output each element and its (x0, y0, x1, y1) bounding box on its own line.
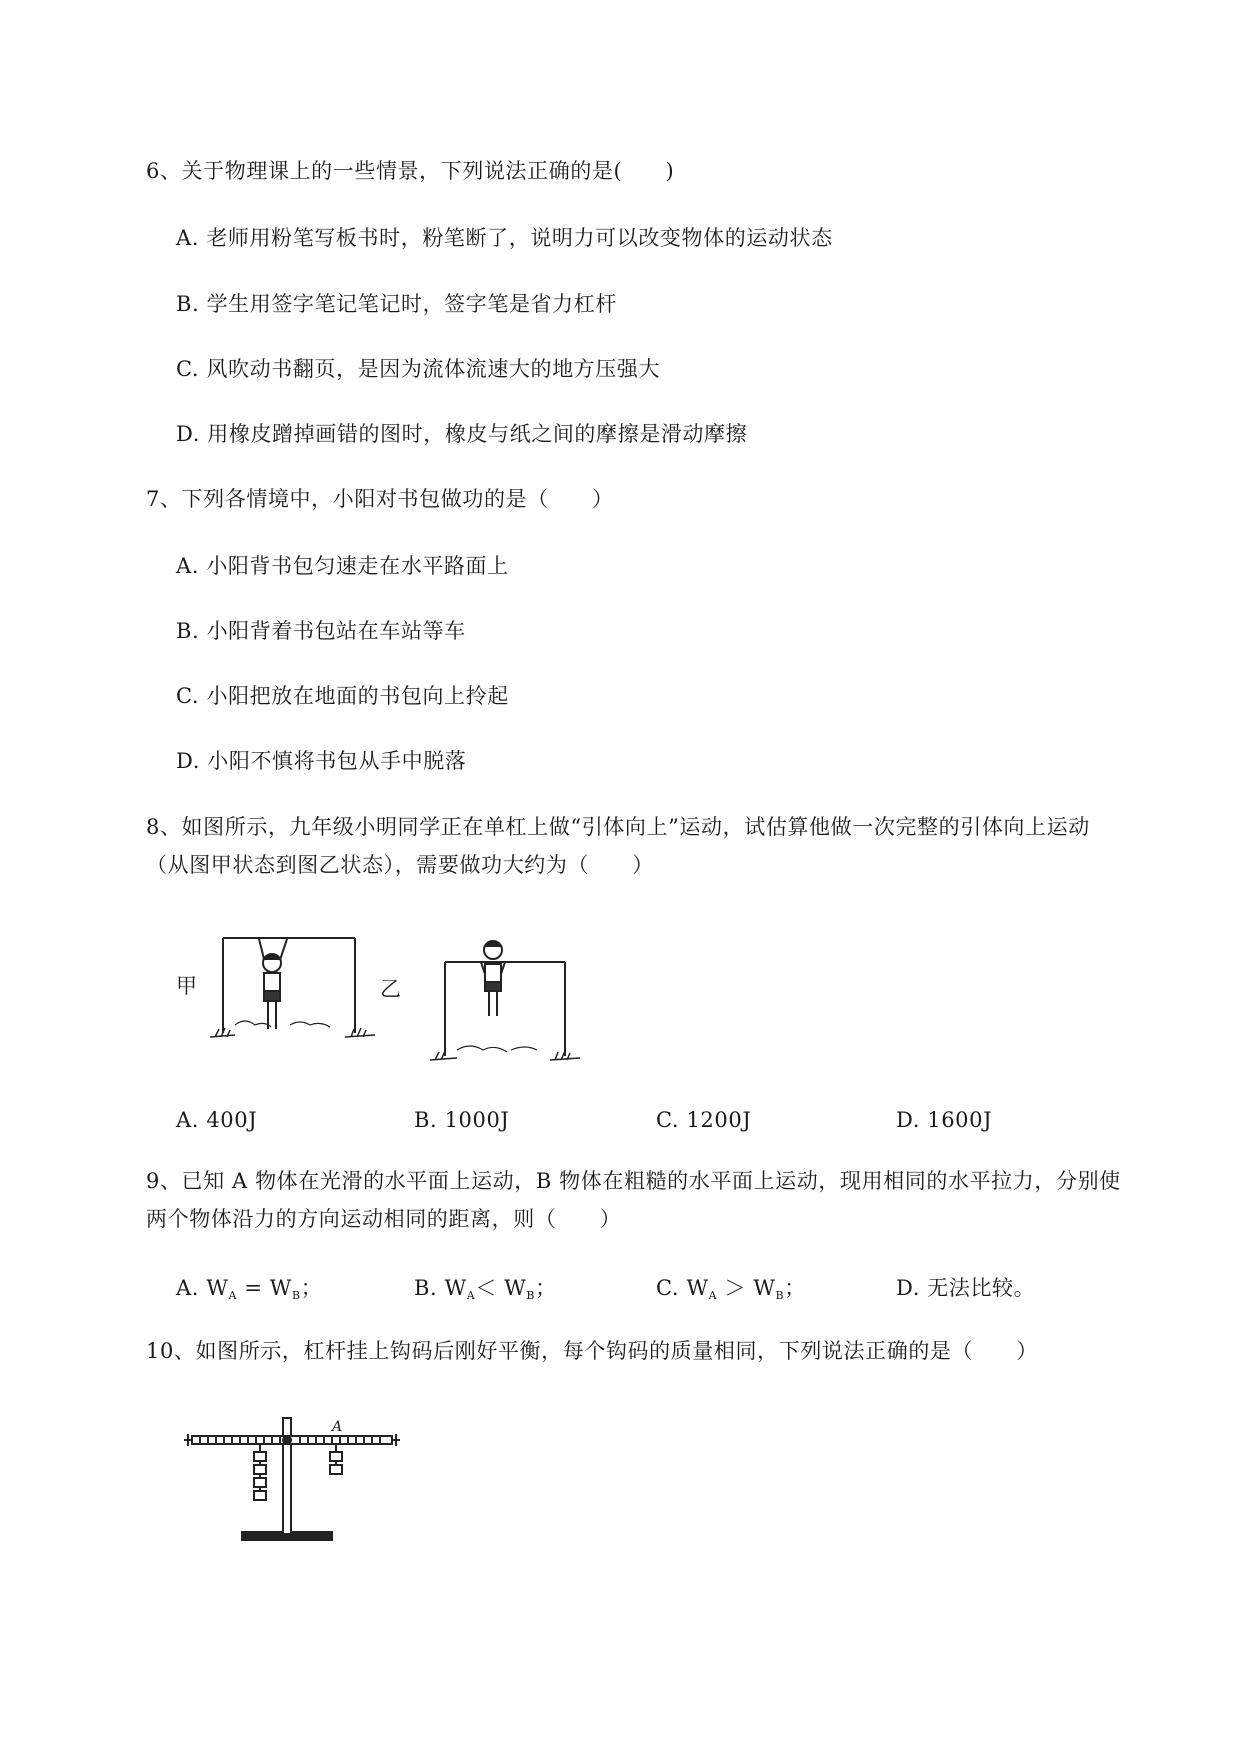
pullup-figure-yi (425, 928, 585, 1066)
question-8-option-b: B. 1000J (414, 1108, 510, 1132)
question-6-option-c: C. 风吹动书翻页，是因为流体流速大的地方压强大 (176, 357, 661, 381)
question-9-option-a: A. $W_A = W_B$； (176, 1276, 323, 1302)
lever-point-a-label: A (332, 1419, 343, 1435)
question-9-option-b: B. $W_A< W_B$； (414, 1276, 557, 1302)
question-6-option-b: B. 学生用签字笔记笔记时，签字笔是省力杠杆 (176, 292, 617, 316)
question-7-option-a: A. 小阳背书包匀速走在水平路面上 (176, 554, 509, 578)
question-7-option-b: B. 小阳背着书包站在车站等车 (176, 619, 466, 643)
question-10-stem: 10、如图所示，杠杆挂上钩码后刚好平衡，每个钩码的质量相同，下列说法正确的是（ ） (146, 1339, 1038, 1363)
question-7-stem: 7、下列各情境中，小阳对书包做功的是（ ） (146, 487, 614, 511)
question-6-stem: 6、关于物理课上的一些情景，下列说法正确的是( ) (146, 159, 675, 183)
figure-label-yi: 乙 (380, 977, 401, 1001)
pullup-figure-jia (205, 925, 380, 1050)
question-8-stem-line2: （从图甲状态到图乙状态），需要做功大约为（ ） (146, 853, 654, 877)
lever-figure (180, 1410, 410, 1550)
question-8-option-c: C. 1200J (656, 1108, 752, 1132)
question-8-option-a: A. 400J (176, 1108, 258, 1132)
question-7-option-c: C. 小阳把放在地面的书包向上拎起 (176, 684, 509, 708)
figure-label-jia: 甲 (176, 974, 197, 998)
question-9-stem-line1: 9、已知 A 物体在光滑的水平面上运动，B 物体在粗糙的水平面上运动，现用相同的水平拉力，分别使 (146, 1169, 1121, 1193)
question-6-option-a: A. 老师用粉笔写板书时，粉笔断了，说明力可以改变物体的运动状态 (176, 226, 833, 250)
question-8-stem-line1: 8、如图所示，九年级小明同学正在单杠上做“引体向上”运动，试估算他做一次完整的引体向上运动 (146, 815, 1090, 839)
question-6-option-d: D. 用橡皮蹭掉画错的图时，橡皮与纸之间的摩擦是滑动摩擦 (176, 422, 748, 446)
question-9-option-c: C. $W_A > W_B$； (656, 1276, 806, 1302)
question-9-stem-line2: 两个物体沿力的方向运动相同的距离，则（ ） (146, 1207, 622, 1231)
question-7-option-d: D. 小阳不慎将书包从手中脱落 (176, 749, 467, 773)
question-8-option-d: D. 1600J (896, 1108, 993, 1132)
question-9-option-d: D. 无法比较。 (896, 1276, 1036, 1300)
